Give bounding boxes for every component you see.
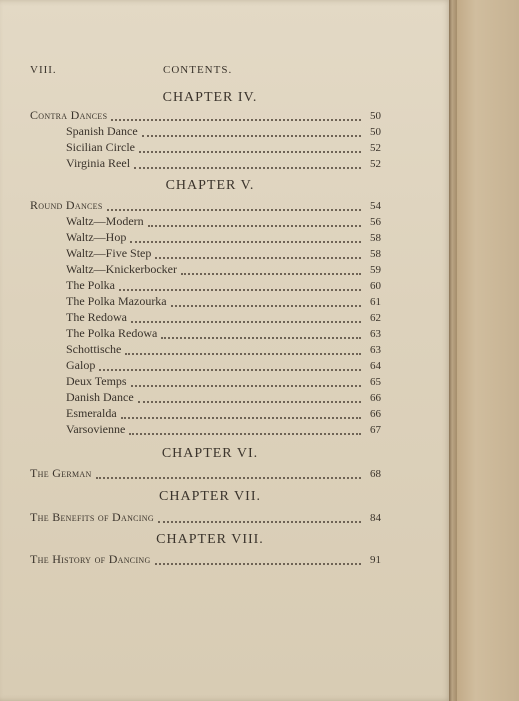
facing-page-edge xyxy=(457,0,519,701)
toc-entry xyxy=(66,422,381,438)
toc-entry-label: Varsovienne xyxy=(66,422,126,436)
toc-entry-label: Waltz—Modern xyxy=(66,214,144,228)
toc-entry-label: The History of Dancing xyxy=(30,552,151,566)
chapter-heading: CHAPTER VIII. xyxy=(156,532,264,547)
dot-leader xyxy=(158,520,361,523)
toc-page-number: 59 xyxy=(370,264,381,276)
toc-page-number: 68 xyxy=(370,468,381,480)
chapter-heading: CHAPTER VI. xyxy=(161,446,259,461)
dot-leader xyxy=(129,432,361,435)
toc-entry-label: Schottische xyxy=(66,342,122,356)
toc-page-number: 58 xyxy=(370,232,381,244)
page-folio: VIII. xyxy=(30,64,57,76)
toc-page-number: 61 xyxy=(370,296,381,308)
dot-leader xyxy=(155,562,361,565)
toc-page-number: 50 xyxy=(370,110,381,122)
toc-entry-label: The Polka Redowa xyxy=(66,326,158,340)
toc-entry xyxy=(66,214,381,230)
toc-entry xyxy=(66,156,381,172)
dot-leader xyxy=(155,256,361,259)
chapter-heading: CHAPTER VII. xyxy=(159,489,261,504)
toc-entry xyxy=(30,466,381,482)
dot-leader xyxy=(131,384,361,387)
toc-entry-label: Esmeralda xyxy=(66,406,117,420)
dot-leader xyxy=(119,288,361,291)
dot-leader xyxy=(171,304,361,307)
toc-entry xyxy=(66,262,381,278)
chapter-heading: CHAPTER IV. xyxy=(162,90,258,105)
toc-entry-label: Contra Dances xyxy=(30,108,108,122)
toc-entry xyxy=(66,140,381,156)
dot-leader xyxy=(111,118,361,121)
toc-page-number: 58 xyxy=(370,248,381,260)
toc-entry-label: Round Dances xyxy=(30,198,103,212)
dot-leader xyxy=(181,272,361,275)
toc-entry xyxy=(66,246,381,262)
dot-leader xyxy=(131,320,361,323)
toc-page-number: 67 xyxy=(370,424,381,436)
toc-page-number: 66 xyxy=(370,392,381,404)
toc-page-number: 52 xyxy=(370,158,381,170)
toc-entry-label: Waltz—Knickerbocker xyxy=(66,262,177,276)
toc-entry-label: Waltz—Hop xyxy=(66,230,127,244)
dot-leader xyxy=(125,352,361,355)
chapter-heading: CHAPTER V. xyxy=(165,178,255,193)
toc-page-number: 52 xyxy=(370,142,381,154)
toc-entry-label: The Polka xyxy=(66,278,115,292)
dot-leader xyxy=(99,368,361,371)
toc-page-number: 66 xyxy=(370,408,381,420)
toc-entry-label: The Benefits of Dancing xyxy=(30,510,154,524)
toc-entry xyxy=(66,406,381,422)
dot-leader xyxy=(130,240,361,243)
dot-leader xyxy=(107,208,361,211)
toc-entry xyxy=(66,342,381,358)
toc-page-number: 63 xyxy=(370,344,381,356)
toc-entry xyxy=(66,310,381,326)
toc-entry-label: Danish Dance xyxy=(66,390,134,404)
toc-page-number: 50 xyxy=(370,126,381,138)
dot-leader xyxy=(134,166,361,169)
toc-entry xyxy=(30,510,381,526)
dot-leader xyxy=(139,150,361,153)
toc-entry-label: Galop xyxy=(66,358,96,372)
dot-leader xyxy=(142,134,361,137)
toc-page-number: 56 xyxy=(370,216,381,228)
toc-page-number: 54 xyxy=(370,200,381,212)
toc-entry-label: Deux Temps xyxy=(66,374,127,388)
dot-leader xyxy=(121,416,361,419)
toc-entry xyxy=(30,552,381,568)
toc-entry xyxy=(66,326,381,342)
toc-page-number: 65 xyxy=(370,376,381,388)
toc-entry xyxy=(30,108,381,124)
toc-page-number: 64 xyxy=(370,360,381,372)
toc-entry xyxy=(66,278,381,294)
toc-entry xyxy=(66,124,381,140)
toc-entry-label: Spanish Dance xyxy=(66,124,138,138)
toc-entry xyxy=(66,358,381,374)
dot-leader xyxy=(148,224,361,227)
dot-leader xyxy=(161,336,361,339)
toc-entry xyxy=(30,198,381,214)
toc-entry-label: The Redowa xyxy=(66,310,127,324)
toc-entry-label: Waltz—Five Step xyxy=(66,246,152,260)
toc-page-number: 63 xyxy=(370,328,381,340)
toc-entry xyxy=(66,294,381,310)
toc-entry xyxy=(66,390,381,406)
toc-entry-label: The German xyxy=(30,466,92,480)
toc-page-number: 84 xyxy=(370,512,381,524)
running-title: CONTENTS. xyxy=(163,64,233,76)
toc-page-number: 91 xyxy=(370,554,381,566)
toc-entry-label: Virginia Reel xyxy=(66,156,131,170)
toc-entry xyxy=(66,374,381,390)
toc-entry-label: Sicilian Circle xyxy=(66,140,135,154)
toc-page-number: 60 xyxy=(370,280,381,292)
dot-leader xyxy=(138,400,361,403)
toc-page-number: 62 xyxy=(370,312,381,324)
book-gutter xyxy=(449,0,457,701)
dot-leader xyxy=(96,476,361,479)
toc-entry xyxy=(66,230,381,246)
toc-entry-label: The Polka Mazourka xyxy=(66,294,167,308)
